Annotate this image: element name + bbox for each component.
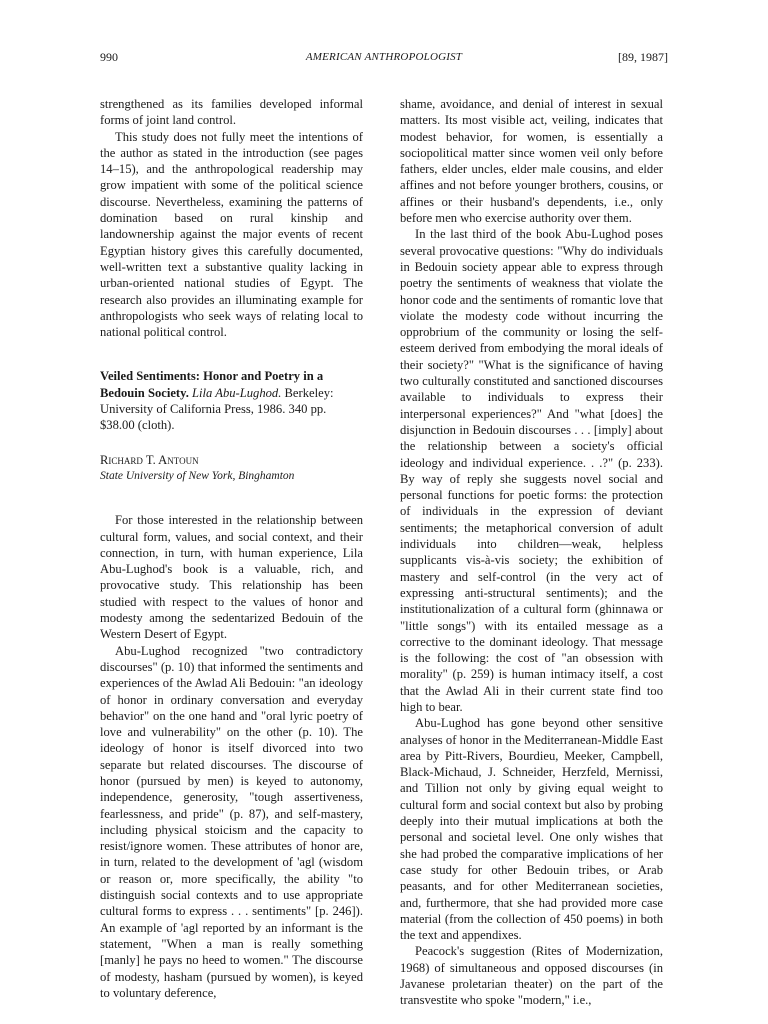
right-column xyxy=(400,96,663,1009)
paragraph: shame, avoidance, and denial of interest in sexual matters. Its most visible act, veiling, indicates that modest behavior, for women, is essentially a sociopolitical matter since women veil only before fathers, elder uncles, elder male cousins, and elder affines and not before younger brothers, cousins, or affines or their husband's dependents, i.e., only before men who exercise authority over them. xyxy=(400,97,663,226)
running-head xyxy=(100,49,668,65)
left-column xyxy=(100,96,363,1001)
volume-year: [89, 1987] xyxy=(618,50,668,64)
book-author: Lila Abu-Lughod. xyxy=(192,385,282,400)
paragraph: This study does not fully meet the intentions of the author as stated in the introduction (see pages 14–15), and the anthropological readership may grow impatient with some of the political science discourse. Nevertheless, examining the patterns of domination based on rural kinship and landownership against the major events of recent Egyptian history gives this carefully documented, well-written text a substantive quality lacking in urban-oriented national studies of Egypt. The research also provides an illuminating example for anthropologists who seek ways of relating local to national political control. xyxy=(100,129,363,340)
paragraph: Abu-Lughod has gone beyond other sensitive analyses of honor in the Mediterranean-Middle East area by Pitt-Rivers, Bourdieu, Meeker, Campbell, Black-Michaud, J. Schneider, Herzfeld, Mernissi, and Tillion not only by giving equal weight to cultural form and social context but also by probing deeply into their mutual implications at both the personal and societal level. One only wishes that she had probed the comparative implications of her case study for other Bedouin tribes, or Arab peasants, and for other Mediterranean societies, and, furthermore, that she had provided more case material (from the collection of 450 poems) in both the text and appendixes. xyxy=(400,716,663,943)
page-number: 990 xyxy=(100,50,118,64)
paragraph: Peacock's suggestion (Rites of Modernization, 1968) of simultaneous and opposed discourses (in Javanese proletarian theater) on the part of the transvestite who spoke "modern," i.e., xyxy=(400,944,663,1008)
publication-details: Berkeley: University of California Press, 1986. 340 pp. $38.00 (cloth). xyxy=(100,385,334,433)
review-heading xyxy=(100,368,363,433)
paragraph: For those interested in the relationship between cultural form, values, and social context, and their connection, in turn, with human experience, Lila Abu-Lughod's book is a valuable, rich, and provocative study. This relationship has been studied with respect to the values of honor and modesty among the sedentarized Bedouin of the Western Desert of Egypt. xyxy=(100,513,363,642)
reviewer-affiliation: State University of New York, Binghamton xyxy=(100,469,295,482)
paragraph: In the last third of the book Abu-Lughod poses several provocative questions: "Why do individuals in Bedouin society appear able to express through poetry the sentiments of weakness that violate the honor code and the sentiments of romantic love that violate the modesty code without incurring the opprobrium of the community or losing the self-esteem derived from embodying the moral ideals of their society?" "What is the significance of having two culturally constituted and sanctioned discourses available to individuals to express their interpersonal experiences?" And "what [does] the disjunction in Bedouin discourses . . . [imply] about the relationship between a society's official ideology and individual experience. . .?" (p. 233). By way of reply she suggests novel social and personal functions for poetic forms: the protection of individuals in the expression of deviant sentiments; the metaphorical conversion of adult individuals into children—weak, helpless supplicants vis-à-vis society; the exhibition of mastery and self-control (in the very act of expressing anti-structural sentiments); and the institutionalization of a cultural form (ghinnawa or "little songs") with its entailed message as a corrective to the dominant ideology. That message is the following: the cost of "an obsession with morality" (p. 259) is human intimacy itself, a cost that the Awlad Ali in their current state find too high to bear. xyxy=(400,227,663,714)
journal-title: AMERICAN ANTHROPOLOGIST xyxy=(305,51,463,63)
paragraph: strengthened as its families developed informal forms of joint land control. xyxy=(100,97,363,128)
reviewer-name: Richard T. Antoun xyxy=(100,452,199,467)
book-title: Veiled Sentiments: Honor and Poetry in a Bedouin Society. xyxy=(100,369,324,400)
paragraph: Abu-Lughod recognized "two contradictory discourses" (p. 10) that informed the sentiments and experiences of the Awlad Ali Bedouin: "an ideology of honor in ordinary conversation and everyday behavior" on the one hand and "oral lyric poetry of love and vulnerability" on the other (p. 10). The ideology of honor is itself divorced into two separate but related discourses. The discourse of honor (pursued by men) is keyed to autonomy, independence, generosity, "tough assertiveness, fearlessness, and pride" (p. 87), and self-mastery, including physical stoicism and the capacity to resist/ignore women. These attributes of honor are, in turn, related to the development of 'agl (wisdom or reason or, more specifically, the ability "to distinguish social contexts and to use appropriate cultural forms to express . . . sentiments" [p. 246]). An example of 'agl reported by an informant is the statement, "When a man is really something [manly] he pays no heed to women." The discourse of modesty, hasham (pursued by women), is keyed to voluntary deference, xyxy=(100,643,363,1000)
